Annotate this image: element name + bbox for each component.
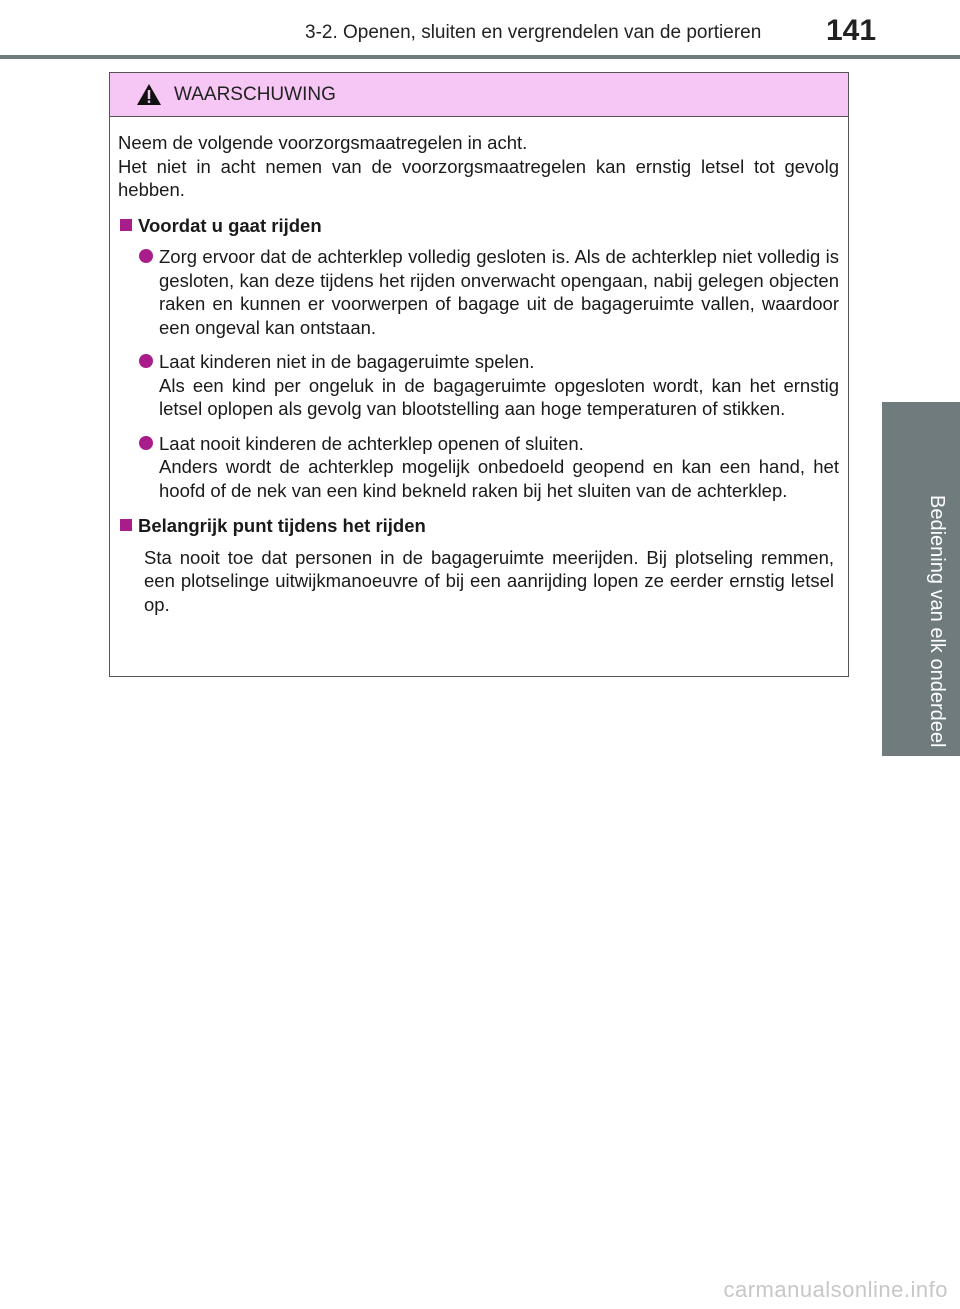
round-bullet-icon	[139, 249, 153, 263]
bullet-paragraph: Als een kind per ongeluk in de bagageruimte opgesloten wordt, kan het ernstig letsel oplopen als gevolg van blootstelling aan hoge temperaturen of stikken.	[159, 374, 839, 419]
intro-line: Neem de volgende voorzorgsmaatregelen in acht.	[118, 132, 528, 153]
section-heading-text: Voordat u gaat rijden	[138, 214, 322, 236]
bullet-paragraph: Laat kinderen niet in de bagageruimte spelen.	[159, 351, 535, 372]
warning-triangle-icon	[136, 83, 162, 106]
bullet-paragraph: Zorg ervoor dat de achterklep volledig gesloten is. Als de achterklep niet volledig is gesloten, kan deze tijdens het rijden onverwacht opengaan, nabij gelegen objecten raken en kunnen er voorwerpen of bagage uit de bagageruimte vallen, waardoor een ongeval kan ontstaan.	[159, 246, 839, 338]
warning-box	[109, 72, 849, 677]
section-heading	[118, 514, 839, 538]
list-item	[118, 350, 839, 421]
round-bullet-icon	[139, 436, 153, 450]
chapter-label: Bediening van elk onderdeel	[926, 495, 948, 748]
list-item	[118, 245, 839, 339]
bullet-paragraph: Laat nooit kinderen de achterklep openen of sluiten.	[159, 432, 584, 454]
warning-intro	[118, 131, 839, 202]
watermark: carmanualsonline.info	[723, 1277, 948, 1302]
warning-body	[110, 117, 848, 616]
bullet-paragraph: Anders wordt de achterklep mogelijk onbedoeld geopend en kan een hand, het hoofd of de nek van een kind bekneld raken bij het sluiten van de achterklep.	[159, 456, 839, 501]
square-bullet-icon	[120, 219, 132, 231]
section-title: 3-2. Openen, sluiten en vergrendelen van de portieren	[305, 22, 762, 43]
intro-line: Het niet in acht nemen van de voorzorgsmaatregelen kan ernstig letsel tot gevolg hebben.	[118, 155, 839, 200]
chapter-tab	[882, 402, 960, 844]
list-item	[118, 432, 839, 503]
page-number: 141	[826, 14, 877, 47]
section-paragraph: Sta nooit toe dat personen in de bagageruimte meerijden. Bij plotseling remmen, een plotselinge uitwijkmanoeuvre of bij een aanrijding lopen ze eerder ernstig letsel op.	[144, 546, 834, 615]
section-heading-text: Belangrijk punt tijdens het rijden	[138, 515, 426, 536]
section-heading	[118, 214, 839, 238]
round-bullet-icon	[139, 354, 153, 368]
square-bullet-icon	[120, 519, 132, 531]
warning-title: WAARSCHUWING	[174, 83, 336, 105]
header-rule	[0, 55, 960, 59]
bullet-list	[118, 245, 839, 502]
section-body	[118, 546, 839, 617]
warning-header	[110, 73, 848, 117]
chapter-number: 3	[911, 822, 923, 844]
